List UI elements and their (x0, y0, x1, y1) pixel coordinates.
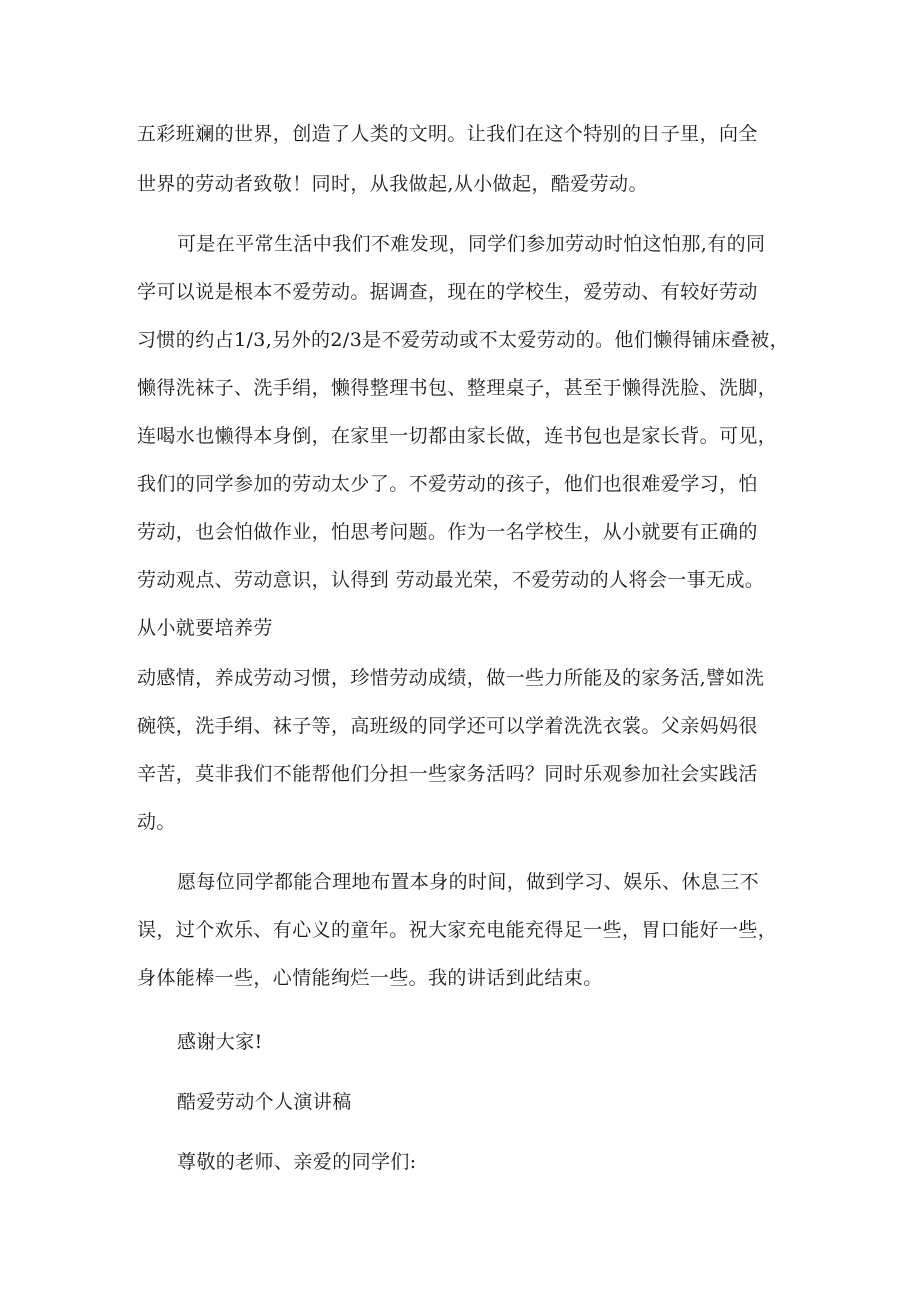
text-line: 从小就要培养劳 (137, 617, 273, 639)
text-line: 动感情，养成劳动习惯，珍惜劳动成绩，做一些力所能及的家务活,譬如洗 (137, 667, 765, 689)
text-line: 懒得洗袜子、洗手绢，懒得整理书包、整理桌子，甚至于懒得洗脸、洗脚， (137, 377, 778, 399)
text-line: 世界的劳动者致敬！同时，从我做起,从小做起，酷爱劳动。 (137, 173, 648, 195)
text-line: 辛苦，莫非我们不能帮他们分担一些家务活吗？同时乐观参加社会实践活 (137, 763, 758, 785)
closing-thanks: 感谢大家! (177, 1031, 263, 1053)
text-line: 五彩班斓的世界，创造了人类的文明。让我们在这个特别的日子里，向全 (137, 123, 758, 145)
text-line: 误，过个欢乐、有心义的童年。祝大家充电能充得足一些，胃口能好一些， (137, 919, 778, 941)
text-line: 碗筷，洗手绢、袜子等，高班级的同学还可以学着洗洗衣裳。父亲妈妈很 (137, 715, 758, 737)
text-line: 学可以说是根本不爱劳动。据调查，现在的学校生，爱劳动、有较好劳动 (137, 281, 758, 303)
text-line: 动。 (137, 811, 176, 833)
speech-title: 酷爱劳动个人演讲稿 (177, 1091, 352, 1113)
text-line: 习惯的约占1/3,另外的2/3是不爱劳动或不太爱劳动的。他们懒得铺床叠被， (137, 329, 789, 351)
text-line: 可是在平常生活中我们不难发现，同学们参加劳动时怕这怕那,有的同 (177, 233, 766, 255)
text-line: 我们的同学参加的劳动太少了。不爱劳动的孩子，他们也很难爱学习，怕 (137, 473, 758, 495)
text-line: 劳动观点、劳动意识，认得到 劳动最光荣，不爱劳动的人将会一事无成。 (137, 569, 765, 591)
text-line: 愿每位同学都能合理地布置本身的时间，做到学习、娱乐、休息三不 (177, 871, 760, 893)
speech-salutation: 尊敬的老师、亲爱的同学们: (177, 1151, 417, 1173)
text-line: 连喝水也懒得本身倒，在家里一切都由家长做，连书包也是家长背。可见， (137, 425, 778, 447)
text-line: 身体能棒一些，心情能绚烂一些。我的讲话到此结束。 (137, 967, 603, 989)
text-line: 劳动，也会怕做作业，怕思考问题。作为一名学校生，从小就要有正确的 (137, 521, 758, 543)
